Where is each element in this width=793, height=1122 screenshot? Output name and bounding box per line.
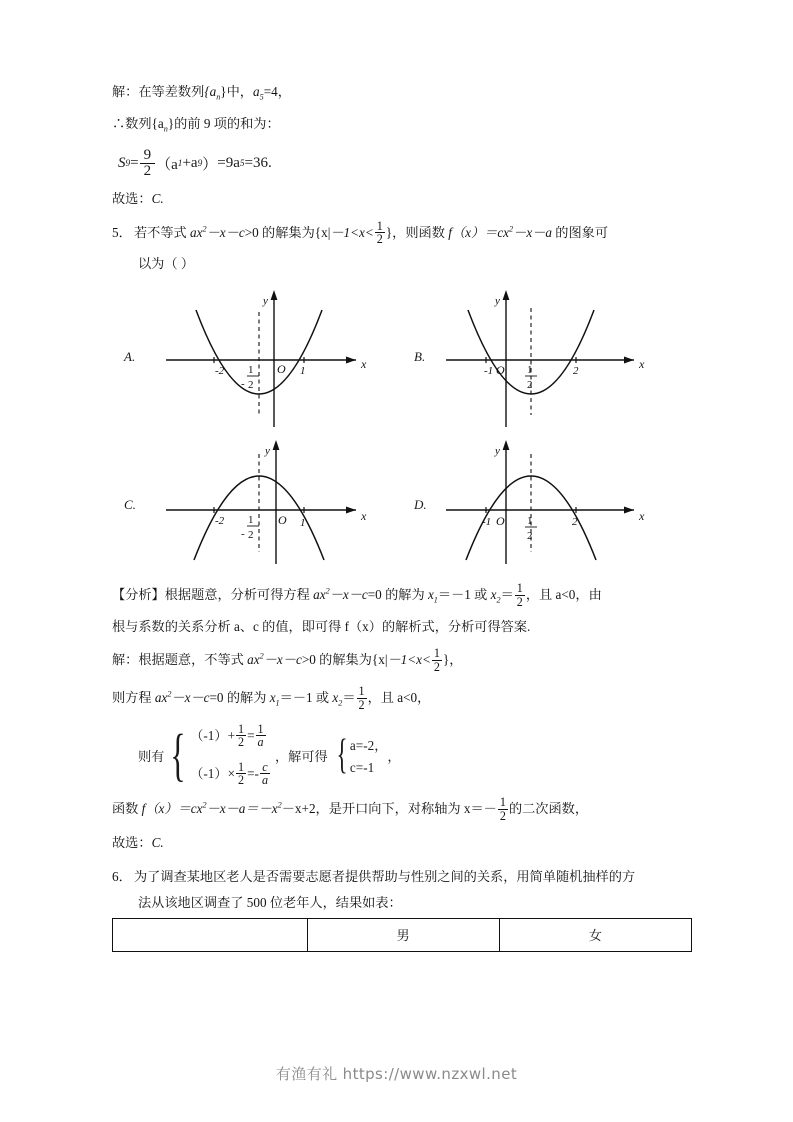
q5-option-d-label: D. bbox=[414, 496, 427, 512]
q5-concl-d: －x+2，是开口向下，对称轴为 x＝－ bbox=[281, 801, 497, 817]
q5-number: 5． bbox=[112, 224, 132, 240]
q5-analysis-line-1 bbox=[112, 583, 692, 609]
q5-stem-b: >0 的解集为{x| bbox=[244, 224, 331, 240]
q5-sol-l2-expr-sup: 2 bbox=[167, 689, 172, 699]
q5-option-d-tick-left: -1 bbox=[482, 516, 492, 529]
q6-text-1: 为了调查某地区老人是否需要志愿者提供帮助与性别之间的关系，用简单随机抽样的方 bbox=[134, 868, 636, 884]
formula-a5-sub: 5 bbox=[239, 158, 245, 169]
q4-line2-a: ∴数列{a bbox=[112, 115, 164, 131]
formula-fraction bbox=[140, 148, 156, 180]
q5-sys-eq2-rd: a bbox=[261, 773, 268, 787]
q5-concl-b-sup: 2 bbox=[202, 800, 207, 810]
q5-sys-mid: ，解可得 bbox=[275, 749, 328, 765]
q5-sys-eq1-a: （-1）+ bbox=[190, 727, 236, 743]
q5-analysis-expr: ax bbox=[313, 587, 326, 602]
q5-concl-e: 的二次函数， bbox=[508, 801, 589, 817]
formula-eq2: =9a bbox=[217, 155, 240, 172]
q5-option-d-axis-den: 2 bbox=[527, 530, 533, 543]
q5-sol-l2-e: ，且 a<0， bbox=[367, 690, 431, 705]
q4-term-sub: 5 bbox=[259, 92, 264, 102]
q5-option-d-axis-num: 1 bbox=[527, 515, 533, 528]
q5-conclusion-line bbox=[112, 797, 692, 823]
q5-sys-eq2-frac-left bbox=[236, 761, 246, 787]
q5-analysis-x2: x bbox=[490, 587, 497, 602]
q6-number: 6． bbox=[112, 868, 132, 884]
q5-sol-l2-x2: x bbox=[332, 690, 339, 705]
q4-text-1: 解：在等差数列 bbox=[112, 84, 205, 99]
q4-line2-sub: n bbox=[163, 124, 168, 134]
q5-option-b-axis-den: 2 bbox=[527, 379, 533, 392]
q5-eq-sup: 2 bbox=[509, 224, 514, 234]
q5-equation-system bbox=[112, 721, 692, 788]
q5-option-c-label: C. bbox=[124, 496, 136, 512]
q5-sol-l2-d: ＝ bbox=[342, 690, 356, 705]
q5-sys-eq2-rn: c bbox=[262, 759, 268, 774]
q5-option-c-origin: O bbox=[278, 513, 287, 528]
q5-analysis-frac-num: 1 bbox=[516, 581, 523, 596]
q5-eq: ＝cx bbox=[484, 224, 510, 240]
q5-sys-eq1-b: = bbox=[247, 727, 255, 743]
q5-option-a-axis-num: 1 bbox=[248, 364, 254, 377]
q5-concl-b-rest: －x－a bbox=[206, 801, 246, 817]
q5-option-c-axis-num: 1 bbox=[248, 514, 254, 527]
q5-analysis-t2: =0 的解为 bbox=[367, 587, 428, 602]
footer-watermark: 有渔有礼 https://www.nzxwl.net bbox=[275, 1065, 518, 1083]
q5-analysis-t4: ＝ bbox=[500, 587, 514, 602]
q5-stem-line-2: 以为（ ） bbox=[138, 255, 195, 271]
q5-sys-eq2-frac-right bbox=[260, 761, 270, 787]
q4-term: a bbox=[253, 84, 260, 99]
q5-option-a-axis-den: 2 bbox=[248, 379, 254, 392]
q5-option-a-graph bbox=[148, 282, 398, 432]
q5-option-a-tick-right: 1 bbox=[300, 365, 306, 378]
q5-option-a-label: A. bbox=[124, 349, 136, 365]
q5-sol-l2-x2-sub: 2 bbox=[338, 698, 343, 708]
q5-sys-eq1-fn: 1 bbox=[238, 721, 245, 736]
q5-sys-eq1-fd: 2 bbox=[238, 735, 245, 750]
formula-plus: +a bbox=[182, 155, 198, 172]
q5-option-c[interactable] bbox=[112, 432, 402, 577]
q6-stem-line-1 bbox=[112, 869, 692, 886]
q5-concl-c: ＝－x bbox=[245, 801, 278, 817]
q4-answer-label: 故选： bbox=[112, 191, 152, 207]
q5-analysis-expr-rest: －x－c bbox=[329, 587, 368, 602]
q5-sys-eq1-frac-right bbox=[256, 723, 266, 749]
q5-option-d-origin: O bbox=[496, 514, 505, 529]
q5-option-d[interactable] bbox=[402, 432, 692, 577]
q5-options-row-2 bbox=[112, 432, 692, 577]
formula-close: ） bbox=[202, 157, 218, 174]
q5-sys-eq-2 bbox=[190, 759, 271, 788]
q4-text-2: 中， bbox=[226, 84, 253, 99]
q5-sol-l1-d: }， bbox=[442, 652, 463, 668]
q5-sol-l2-fraction bbox=[357, 685, 367, 711]
q5-options-grid bbox=[112, 282, 692, 577]
q5-stem-a: 若不等式 bbox=[134, 224, 191, 240]
q5-concl-b: ＝cx bbox=[177, 801, 203, 817]
q5-sol-l1-fraction bbox=[432, 647, 442, 673]
q5-stem-fraction bbox=[375, 220, 385, 246]
q5-sys-results bbox=[348, 735, 387, 776]
q5-option-d-graph bbox=[438, 432, 688, 577]
q5-sys-result-1: a=-2， bbox=[349, 738, 388, 754]
q6-survey-table bbox=[112, 918, 692, 952]
q4-text-3: =4， bbox=[263, 84, 291, 99]
q4-sum-formula bbox=[112, 148, 692, 180]
left-brace-2-icon: { bbox=[336, 731, 348, 778]
q5-analysis-x1-sub: 1 bbox=[433, 595, 438, 605]
q5-sol-l1-c: －1<x< bbox=[387, 652, 431, 668]
q5-concl-a: 函数 bbox=[112, 801, 142, 817]
q4-line2-b: }的前 9 项的和为： bbox=[167, 115, 280, 131]
q4-answer-line bbox=[112, 191, 692, 208]
q5-option-b-graph bbox=[438, 282, 688, 432]
q5-sys-eq2-a: （-1）× bbox=[190, 765, 236, 781]
q5-analysis-x2-sub: 2 bbox=[496, 595, 501, 605]
q5-sol-l1-a: 解：根据题意，不等式 bbox=[112, 652, 248, 668]
q5-option-b-tick-left: -1 bbox=[484, 365, 494, 378]
q5-options-row-1 bbox=[112, 282, 692, 432]
q5-option-a-tick-left: -2 bbox=[215, 365, 225, 378]
q5-sol-l1-expr-rest: －x－c bbox=[263, 652, 302, 668]
q5-analysis-t3: ＝－1 或 bbox=[437, 587, 491, 602]
q5-concl-frac-den: 2 bbox=[499, 808, 506, 823]
formula-mid: （a bbox=[156, 157, 178, 174]
q5-answer-line bbox=[112, 835, 692, 852]
q5-expr-a-sup: 2 bbox=[202, 224, 207, 234]
q5-expr-a-rest: －x－c bbox=[206, 224, 245, 240]
q5-sol-l2-c: ＝－1 或 bbox=[279, 690, 333, 705]
q5-option-c-y-axis-label: y bbox=[265, 445, 270, 458]
q5-answer-label: 故选： bbox=[112, 835, 152, 851]
q5-sol-l2-expr-rest: －x－c bbox=[171, 690, 210, 705]
q5-option-c-tick-left: -2 bbox=[215, 515, 225, 528]
q5-sol-l2-x1: x bbox=[269, 690, 276, 705]
q5-sol-l1-b: >0 的解集为{x| bbox=[301, 652, 388, 668]
q5-stem-frac-num: 1 bbox=[376, 218, 383, 233]
q5-sys-eq2-fd: 2 bbox=[238, 773, 245, 787]
formula-a9-sub: 9 bbox=[197, 158, 203, 169]
q5-option-b-axis-num: 1 bbox=[527, 364, 533, 377]
q5-sys-eq1-rn: 1 bbox=[257, 721, 264, 736]
q5-sol-l2-x1-sub: 1 bbox=[275, 698, 280, 708]
q5-option-a-y-axis-label: y bbox=[263, 295, 268, 308]
q5-analysis-expr-sup: 2 bbox=[325, 586, 330, 596]
q5-analysis-line-2: 根与系数的关系分析 a、c 的值，即可得 f（x）的解析式，分析可得答案. bbox=[112, 618, 531, 634]
q5-sys-eq2-fn: 1 bbox=[238, 759, 245, 774]
q5-sys-result-2: c=-1 bbox=[349, 760, 375, 776]
q5-expr-a: ax bbox=[190, 224, 203, 240]
q4-seq-sub: n bbox=[216, 92, 221, 102]
q5-sol-l1-frac-num: 1 bbox=[433, 646, 440, 661]
formula-eq1: = bbox=[130, 155, 139, 172]
q5-sol-l2-expr: ax bbox=[154, 690, 168, 705]
q5-sys-eq-1 bbox=[190, 721, 271, 750]
q5-sol-l2-frac-den: 2 bbox=[358, 697, 365, 712]
q4-solution-line-1 bbox=[112, 84, 692, 103]
formula-frac-denominator: 2 bbox=[140, 163, 156, 179]
q5-concl-fx: f（x） bbox=[141, 801, 178, 817]
q5-option-b[interactable] bbox=[402, 282, 692, 432]
q5-analysis-x1: x bbox=[427, 587, 434, 602]
q5-sol-l2-b: =0 的解为 bbox=[209, 690, 270, 705]
q5-sol-l2-frac-num: 1 bbox=[358, 684, 365, 699]
q5-sys-eq2-b: =- bbox=[247, 765, 259, 781]
q5-sol-l2-a: 则方程 bbox=[112, 690, 155, 705]
q5-concl-c-sup: 2 bbox=[277, 800, 282, 810]
q5-solution-line-2 bbox=[112, 686, 692, 712]
q5-option-b-origin: O bbox=[496, 363, 505, 378]
q4-answer-choice: C. bbox=[151, 191, 164, 207]
q5-option-c-axis-sign: - bbox=[241, 528, 245, 541]
q5-option-a-x-axis-label: x bbox=[361, 357, 367, 372]
q5-stem-frac-den: 2 bbox=[376, 232, 383, 247]
q5-sys-equations bbox=[188, 721, 271, 788]
q5-option-a-origin: O bbox=[277, 362, 286, 377]
q5-option-b-label: B. bbox=[414, 349, 426, 365]
q5-sys-suffix: ， bbox=[387, 749, 401, 765]
q5-stem-c: －1<x< bbox=[330, 224, 374, 240]
q5-option-d-tick-right: 2 bbox=[572, 516, 578, 529]
q5-solution-line-1 bbox=[112, 648, 692, 674]
q5-option-a-axis-sign: - bbox=[241, 378, 245, 391]
q5-stem-d: }，则函数 bbox=[385, 224, 449, 240]
q5-eq-rest: －x－a bbox=[513, 224, 552, 240]
formula-lhs: S bbox=[118, 155, 126, 172]
q5-sys-eq1-frac-left bbox=[236, 723, 246, 749]
q5-sys-eq1-rd: a bbox=[257, 735, 264, 750]
q5-option-d-x-axis-label: x bbox=[639, 509, 645, 524]
q5-concl-fraction bbox=[498, 796, 508, 822]
formula-a1-sub: 1 bbox=[177, 158, 183, 169]
q5-option-c-graph bbox=[148, 432, 398, 577]
q5-stem-e: 的图象可 bbox=[551, 224, 609, 240]
q5-analysis-t5: ，且 a<0，由 bbox=[525, 587, 602, 602]
q6-stem-line-2: 法从该地区调查了 500 位老年人，结果如表： bbox=[138, 895, 402, 911]
document-content bbox=[112, 84, 692, 952]
q5-sys-prefix: 则有 bbox=[138, 749, 165, 765]
q5-option-b-x-axis-label: x bbox=[639, 357, 645, 372]
q4-solution-line-2 bbox=[112, 116, 692, 135]
table-header-male: 男 bbox=[307, 918, 499, 951]
q5-stem-line-1 bbox=[112, 218, 692, 247]
table-header-female: 女 bbox=[499, 918, 691, 951]
q5-option-a[interactable] bbox=[112, 282, 402, 432]
q4-seq-open: {a bbox=[204, 84, 217, 99]
q5-option-c-x-axis-label: x bbox=[361, 509, 367, 524]
q5-sol-l1-expr: ax bbox=[247, 652, 260, 668]
q4-seq-close: } bbox=[220, 84, 227, 99]
q5-option-d-y-axis-label: y bbox=[495, 445, 500, 458]
q5-sol-l1-expr-sup: 2 bbox=[259, 651, 264, 661]
q5-option-b-y-axis-label: y bbox=[495, 295, 500, 308]
q5-option-c-axis-den: 2 bbox=[248, 529, 254, 542]
table-header-blank bbox=[113, 918, 308, 951]
q5-analysis-frac-den: 2 bbox=[516, 594, 523, 609]
q5-analysis-tag: 【分析】 bbox=[112, 587, 165, 602]
q5-option-c-tick-right: 1 bbox=[300, 517, 306, 530]
q5-answer-choice: C. bbox=[151, 835, 164, 851]
q5-option-b-tick-right: 2 bbox=[573, 365, 579, 378]
q5-analysis-fraction bbox=[515, 582, 525, 608]
formula-eq3: =36. bbox=[244, 155, 272, 172]
left-brace-icon: { bbox=[170, 722, 186, 788]
table-row bbox=[113, 918, 692, 951]
q5-fx: f（x） bbox=[448, 224, 485, 240]
formula-frac-numerator: 9 bbox=[143, 146, 152, 163]
formula-lhs-sub: 9 bbox=[125, 158, 131, 169]
q5-sol-l1-frac-den: 2 bbox=[433, 659, 440, 674]
q5-analysis-t1: 根据题意，分析可得方程 bbox=[164, 587, 314, 602]
q5-concl-frac-num: 1 bbox=[499, 795, 506, 810]
